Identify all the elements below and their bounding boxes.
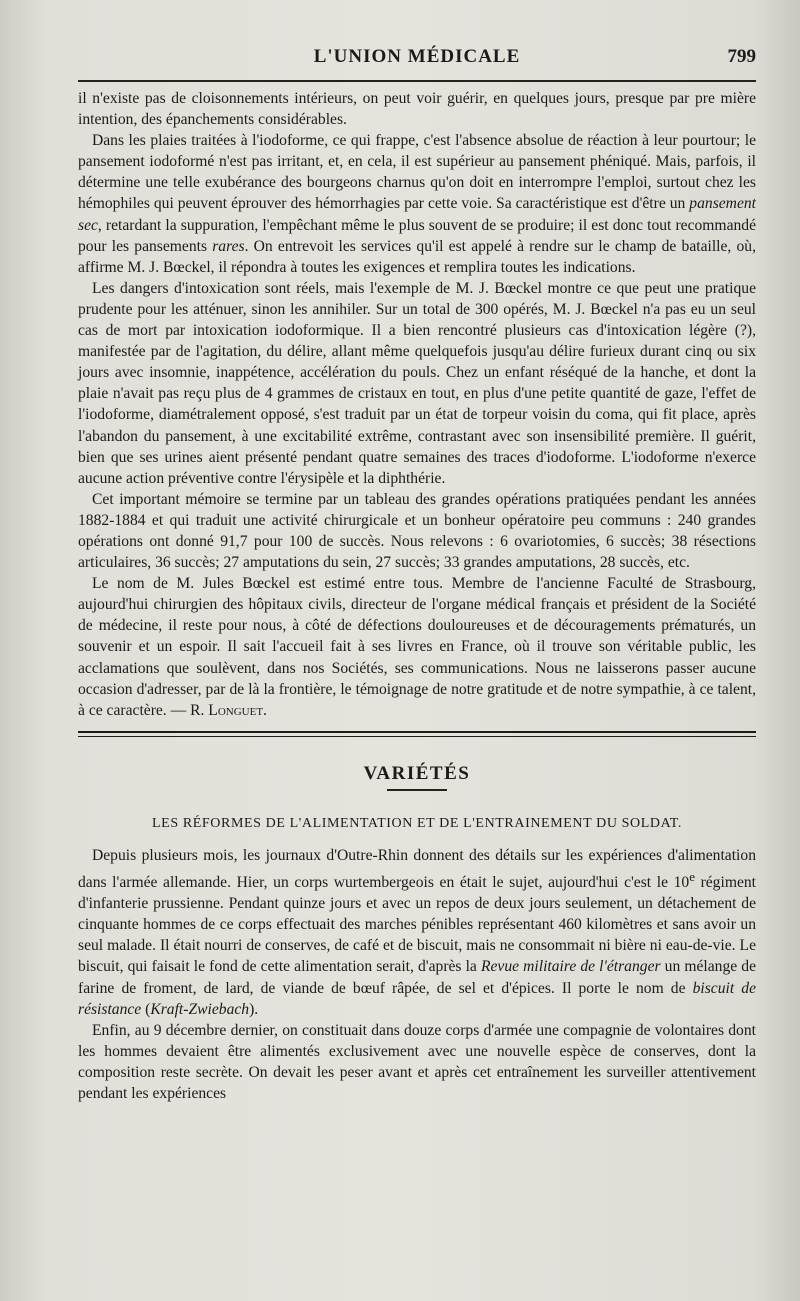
- paragraph-6: Depuis plusieurs mois, les journaux d'Outre-Rhin donnent des détails sur les expériences d'alimentation dans l'armée allemande. Hier, un corps wurtembergeois en était le sujet, aujourd'hui c'est le 10e régiment d'infanterie prussienne. Pendant quinze jours et avec un repos de deux jours seulement, un détachement de cinquante hommes de ce corps effectuait des marches pénibles représentant 460 kilomètres et sans avoir un seul malade. Il était nourri de conserves, de café et de biscuit, mais ne consommait ni bière ni eau-de-vie. Le biscuit, qui faisait le fond de cette alimentation serait, d'après la Revue militaire de l'étranger un mélange de farine de froment, de lard, de viande de bœuf râpée, de sel et d'épices. Il porte le nom de biscuit de résistance (Kraft-Zwiebach).: [78, 846, 756, 1018]
- emphasis-biscuit: biscuit de résistance: [78, 979, 756, 1018]
- section-divider: [78, 731, 756, 737]
- emphasis-pansement-sec: pansement sec: [78, 195, 756, 234]
- running-title: L'UNION MÉDICALE: [313, 46, 521, 67]
- author-signature: R. Longuet.: [190, 701, 267, 719]
- second-article: [78, 845, 756, 1104]
- emphasis-revue: Revue militaire de l'étranger: [480, 958, 661, 976]
- page-header: [78, 42, 756, 80]
- emphasis-kraft-zwiebach: Kraft-Zwiebach: [150, 1000, 250, 1018]
- paragraph-1: il n'existe pas de cloisonnements intérieurs, on peut voir guérir, en quelques jours, presque par pre mière intention, des épanchements considérables.: [78, 90, 756, 129]
- section-title: VARIÉTÉS: [363, 762, 471, 784]
- article-title: LES RÉFORMES DE L'ALIMENTATION ET DE L'ENTRAINEMENT DU SOLDAT.: [152, 815, 682, 831]
- first-article: [78, 88, 756, 721]
- emphasis-rares: rares: [212, 237, 245, 255]
- paragraph-7: Enfin, au 9 décembre dernier, on constituait dans douze corps d'armée une compagnie de volontaires dont les hommes devaient être alimentés exclusivement avec une nouvelle espèce de conserves, dont la composition reste secrète. On devait les peser avant et après cet entraînement les surveiller attentivement pendant les expériences: [78, 1021, 756, 1103]
- page-number: 799: [727, 46, 756, 67]
- paragraph-3: Les dangers d'intoxication sont réels, mais l'exemple de M. J. Bœckel montre ce que peut une pratique prudente pour les atténuer, sinon les annihiler. Sur un total de 300 opérés, M. J. Bœckel n'a pas eu un seul cas de mort par intoxication iodoformique. Il a bien rencontré plusieurs cas d'intoxication légère (?), manifestée par de l'agitation, du délire, allant même quelquefois jusqu'au délire furieux durant cinq ou six jours avec insomnie, inappétence, accélération du pouls. Chez un enfant réséqué de la hanche, et dont la plaie n'avait pas reçu plus de 4 grammes de cristaux en tout, en plus d'une petite quantité de gaze, l'effet de l'iodoforme, diamétralement opposé, s'est traduit par un état de torpeur voisin du coma, qui fit place, après l'abandon du pansement, à une excitabilité extrême, contrastant avec son insensibilité première. Il guérit, bien que ses urines aient présenté pendant quatre semaines des traces d'iodoforme. L'iodoforme n'exerce aucune action préventive contre l'érysipèle et la diphthérie.: [78, 279, 756, 487]
- paragraph-4: Cet important mémoire se termine par un tableau des grandes opérations pratiquées pendant les années 1882-1884 et qui traduit une activité chirurgicale et un bonheur opératoire peu communs : 240 grandes opérations ont donné 91,7 pour 100 de succès. Nous relevons : 6 ovariotomies, 6 succès; 38 résections articulaires, 36 succès; 27 amputations du sein, 27 succès; 33 grandes amputations, 28 succès, etc.: [78, 490, 756, 572]
- section-underline: [387, 789, 447, 791]
- paragraph-5: Le nom de M. Jules Bœckel est estimé entre tous. Membre de l'ancienne Faculté de Strasbourg, aujourd'hui chirurgien des hôpitaux civils, directeur de l'organe médical français et président de la Société de médecine, il reste pour nous, à côté de défections douloureuses et de découragements prématurés, un souvenir et un espoir. Il sait l'accueil fait à ses livres en France, où il trouve son véritable public, les acclamations que soulèvent, dans nos Sociétés, ses communications. Nous ne laisserons passer aucune occasion d'adresser, par de là la frontière, le témoignage de notre gratitude et de notre sympathie, à ce talent, à ce caractère. — R. Longuet.: [78, 575, 756, 719]
- paragraph-2: Dans les plaies traitées à l'iodoforme, ce qui frappe, c'est l'absence absolue de réaction à leur pourtour; le pansement iodoformé n'est pas irritant, et, en cela, il est supérieur au pansement phéniqué. Mais, parfois, il détermine une telle exubérance des bourgeons charnus qu'on doit en interrompre l'emploi, surtout chez les hémophiles qui peuvent éprouver des hémorrhagies par cette voie. Sa caractéristique est d'être un pansement sec, retardant la suppuration, l'empêchant même le plus souvent de se produire; il est donc tout recommandé pour les pansements rares. On entrevoit les services qu'il est appelé à rendre sur le champ de bataille, où, affirme M. J. Bœckel, il répondra à toutes les exigences et remplira toutes les indications.: [78, 132, 756, 276]
- header-rule: [78, 80, 756, 82]
